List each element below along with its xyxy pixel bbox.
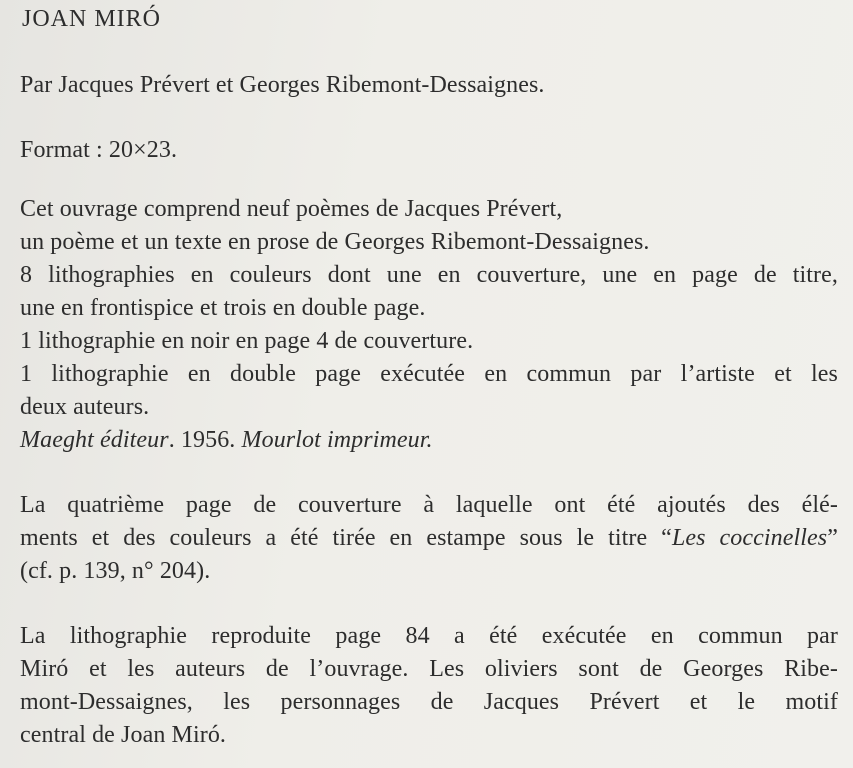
publisher-line: [20, 427, 433, 454]
book-title: JOAN MIRÓ: [22, 6, 162, 32]
publisher-name: Maeght éditeur: [20, 427, 169, 453]
paragraph-line: La lithographie reproduite page 84 a été exécutée en commun par: [20, 623, 838, 649]
paragraph-line: Cet ouvrage comprend neuf poèmes de Jacques Prévert,: [20, 196, 563, 222]
format-label: Format :: [20, 137, 109, 163]
paragraph-line: central de Joan Miró.: [20, 722, 227, 748]
estampe-title: Les coccinelles: [671, 525, 828, 551]
format-value: 20×23.: [108, 137, 178, 163]
paragraph-line: (cf. p. 139, n° 204).: [20, 558, 211, 584]
publication-year: . 1956.: [168, 427, 242, 453]
paragraph-line: mont-Dessaignes, les personnages de Jacques Prévert et le motif: [20, 689, 838, 715]
paragraph-line: 1 lithographie en double page exécutée en commun par l’artiste et les: [20, 361, 838, 387]
closing-quote: ”: [827, 525, 838, 551]
paragraph-line: 8 lithographies en couleurs dont une en couverture, une en page de titre,: [20, 262, 838, 288]
format-line: [20, 137, 177, 164]
paragraph-line: une en frontispice et trois en double page.: [20, 295, 426, 321]
paragraph-line: 1 lithographie en noir en page 4 de couverture.: [20, 328, 474, 354]
printer-name: Mourlot imprimeur.: [241, 427, 433, 453]
authors-line: Par Jacques Prévert et Georges Ribemont-Dessaignes.: [20, 72, 545, 98]
paragraph-line: [20, 525, 838, 552]
paragraph-line: Miró et les auteurs de l’ouvrage. Les oliviers sont de Georges Ribe-: [20, 656, 838, 682]
paragraph-line: un poème et un texte en prose de Georges Ribemont-Dessaignes.: [20, 229, 650, 255]
line-text: ments et des couleurs a été tirée en estampe sous le titre “: [20, 525, 672, 551]
paragraph-line: deux auteurs.: [20, 394, 150, 420]
paragraph-line: La quatrième page de couverture à laquelle ont été ajoutés des élé-: [20, 492, 838, 518]
